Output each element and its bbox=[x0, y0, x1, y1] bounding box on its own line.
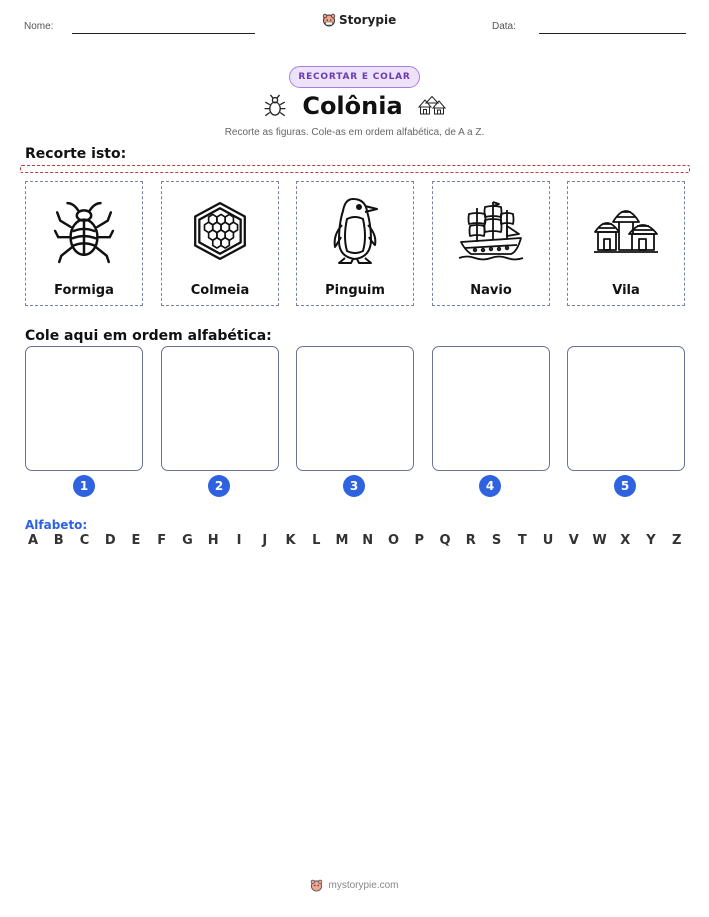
paste-box-5[interactable] bbox=[567, 346, 685, 471]
alphabet-heading: Alfabeto: bbox=[25, 518, 88, 532]
alphabet-letter: Q bbox=[439, 533, 451, 548]
paste-box-3[interactable] bbox=[296, 346, 414, 471]
alphabet-letter: L bbox=[312, 533, 321, 548]
alphabet-letter: S bbox=[491, 533, 502, 548]
alphabet-letter: B bbox=[53, 533, 64, 548]
alphabet-letter: K bbox=[285, 533, 296, 548]
alphabet-letter: O bbox=[387, 533, 400, 548]
alphabet-letter: W bbox=[592, 533, 607, 548]
cut-card-formiga[interactable] bbox=[25, 181, 143, 306]
brand-logo bbox=[322, 13, 396, 27]
order-number-2: 2 bbox=[208, 475, 230, 497]
alphabet-row bbox=[25, 533, 685, 548]
order-number-4: 4 bbox=[479, 475, 501, 497]
cut-card-label: Pinguim bbox=[325, 283, 385, 298]
alphabet-letter: M bbox=[335, 533, 349, 548]
order-number-5: 5 bbox=[614, 475, 636, 497]
storypie-mascot-icon bbox=[322, 13, 336, 27]
alphabet-letter: R bbox=[465, 533, 476, 548]
alphabet-letter: C bbox=[79, 533, 90, 548]
alphabet-letter: J bbox=[262, 533, 268, 548]
cut-card-label: Colmeia bbox=[190, 283, 250, 298]
cut-card-pinguim[interactable] bbox=[296, 181, 414, 306]
alphabet-letter: Z bbox=[672, 533, 682, 548]
alphabet-letter: V bbox=[568, 533, 579, 548]
activity-badge: RECORTAR E COLAR bbox=[289, 66, 420, 88]
alphabet-letter: U bbox=[542, 533, 554, 548]
alphabet-letter: A bbox=[27, 533, 39, 548]
brand-name: Storypie bbox=[339, 13, 397, 27]
paste-box-2[interactable] bbox=[161, 346, 279, 471]
cut-card-vila[interactable] bbox=[567, 181, 685, 306]
date-label: Data: bbox=[492, 21, 516, 32]
name-write-line[interactable] bbox=[72, 33, 255, 34]
cut-card-navio[interactable] bbox=[432, 181, 550, 306]
cut-card-label: Formiga bbox=[54, 283, 114, 298]
alphabet-letter: D bbox=[104, 533, 116, 548]
order-number-1: 1 bbox=[73, 475, 95, 497]
honeycomb-icon bbox=[189, 200, 251, 262]
page-title: Colônia bbox=[302, 92, 403, 120]
ship-icon bbox=[457, 198, 525, 264]
alphabet-letter: E bbox=[131, 533, 141, 548]
alphabet-letter: H bbox=[207, 533, 219, 548]
cut-heading: Recorte isto: bbox=[25, 146, 127, 162]
village-huts-icon bbox=[593, 202, 659, 260]
cut-card-colmeia[interactable] bbox=[161, 181, 279, 306]
date-write-line[interactable] bbox=[539, 33, 686, 34]
penguin-icon bbox=[325, 195, 385, 267]
paste-box-1[interactable] bbox=[25, 346, 143, 471]
footer-site: mystorypie.com bbox=[328, 880, 399, 891]
paste-box-4[interactable] bbox=[432, 346, 550, 471]
ant-icon bbox=[262, 93, 288, 119]
name-label: Nome: bbox=[24, 21, 54, 32]
alphabet-letter: F bbox=[157, 533, 167, 548]
order-number-3: 3 bbox=[343, 475, 365, 497]
cut-card-label: Vila bbox=[612, 283, 640, 298]
cut-card-label: Navio bbox=[470, 283, 512, 298]
alphabet-letter: T bbox=[517, 533, 527, 548]
alphabet-letter: N bbox=[362, 533, 374, 548]
title-row bbox=[0, 92, 709, 120]
paste-heading: Cole aqui em ordem alfabética: bbox=[25, 328, 272, 344]
ant-icon bbox=[53, 198, 115, 264]
instructions: Recorte as figuras. Cole-as em ordem alfabética, de A a Z. bbox=[224, 127, 485, 138]
alphabet-letter: X bbox=[620, 533, 631, 548]
village-huts-icon bbox=[417, 94, 447, 118]
cut-guide-line bbox=[20, 165, 690, 173]
alphabet-letter: Y bbox=[646, 533, 656, 548]
alphabet-letter: P bbox=[414, 533, 425, 548]
alphabet-letter: G bbox=[182, 533, 193, 548]
alphabet-letter: I bbox=[236, 533, 242, 548]
footer bbox=[0, 879, 709, 892]
storypie-mascot-icon bbox=[310, 879, 323, 892]
